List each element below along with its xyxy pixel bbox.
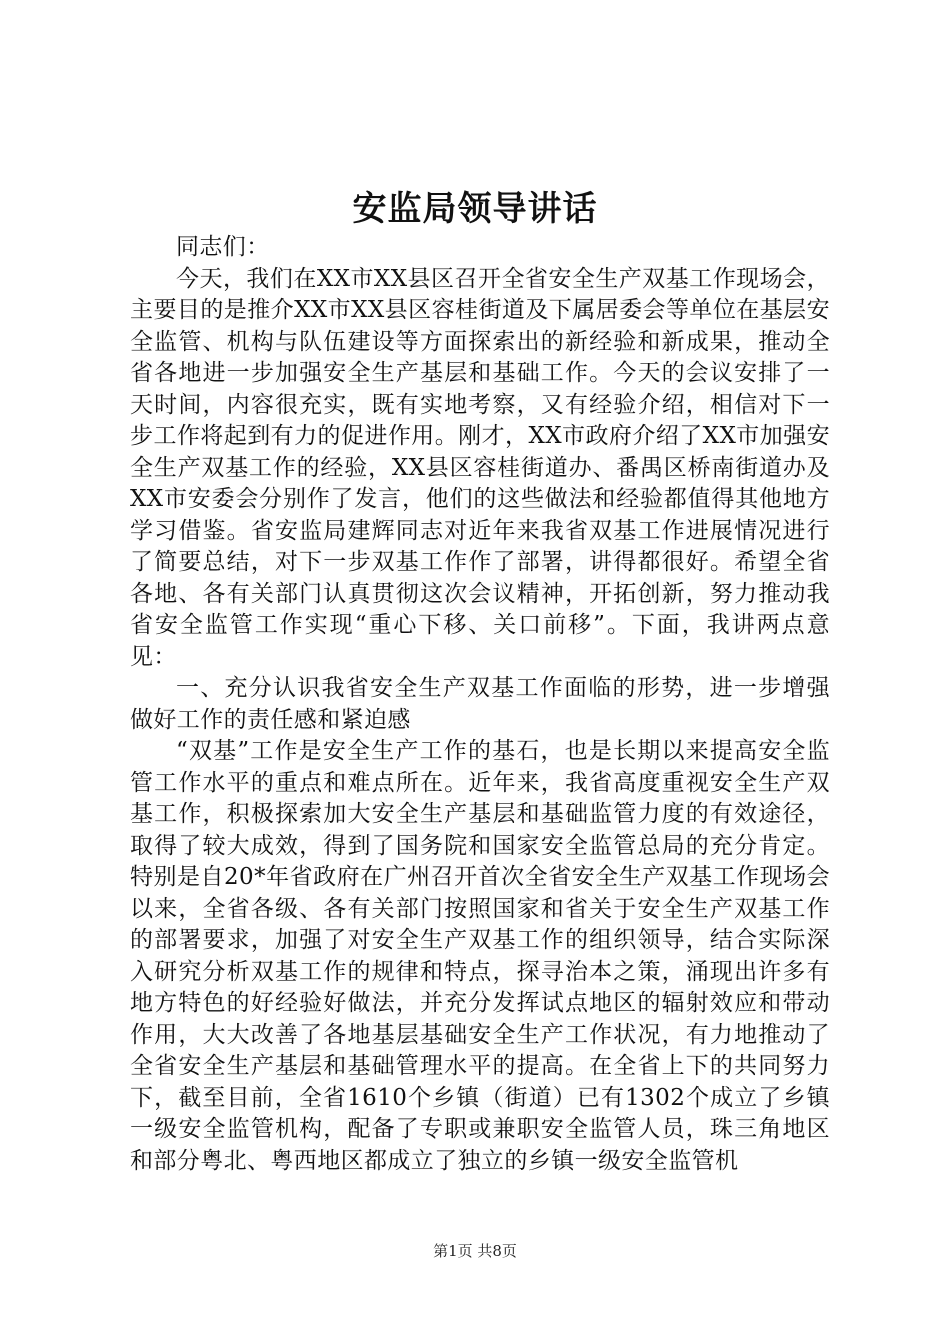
page-footer: 第1页 共8页 (433, 1242, 517, 1260)
salutation-paragraph: 同志们： (176, 234, 270, 260)
document-title: 安监局领导讲话 (352, 189, 598, 229)
document-body (130, 232, 830, 1177)
body-paragraph: “双基”工作是安全生产工作的基石，也是长期以来提高安全监管工作水平的重点和难点所在。近年来，我省高度重视安全生产双基工作，积极探索加大安全生产基层和基础监管力度的有效途径，取得了较大成效，得到了国务院和国家安全监管总局的充分肯定。特别是自20*年省政府在广州召开首次全省安全生产双基工作现场会以来，全省各级、各有关部门按照国家和省关于安全生产双基工作的部署要求，加强了对安全生产双基工作的组织领导，结合实际深入研究分析双基工作的规律和特点，探寻治本之策，涌现出许多有地方特色的好经验好做法，并充分发挥试点地区的辐射效应和带动作用，大大改善了各地基层基础安全生产工作状况，有力地推动了全省安全生产基层和基础管理水平的提高。在全省上下的共同努力下，截至目前，全省1610个乡镇（街道）已有1302个成立了乡镇一级安全监管机构，配备了专职或兼职安全监管人员，珠三角地区和部分粤北、粤西地区都成立了独立的乡镇一级安全监管机 (130, 738, 830, 1174)
section-heading-paragraph: 一、充分认识我省安全生产双基工作面临的形势，进一步增强做好工作的责任感和紧迫感 (130, 675, 830, 733)
body-paragraph: 今天，我们在XX市XX县区召开全省安全生产双基工作现场会，主要目的是推介XX市XX县区容桂街道及下属居委会等单位在基层安全监管、机构与队伍建设等方面探索出的新经验和新成果，推动全省各地进一步加强安全生产基层和基础工作。今天的会议安排了一天时间，内容很充实，既有实地考察，又有经验介绍，相信对下一步工作将起到有力的促进作用。刚才，XX市政府介绍了XX市加强安全生产双基工作的经验，XX县区容桂街道办、番禺区桥南街道办及XX市安委会分别作了发言，他们的这些做法和经验都值得其他地方学习借鉴。省安监局建辉同志对近年来我省双基工作进展情况进行了简要总结，对下一步双基工作作了部署，讲得都很好。希望全省各地、各有关部门认真贯彻这次会议精神，开拓创新，努力推动我省安全监管工作实现“重心下移、关口前移”。下面，我讲两点意见： (130, 265, 830, 670)
